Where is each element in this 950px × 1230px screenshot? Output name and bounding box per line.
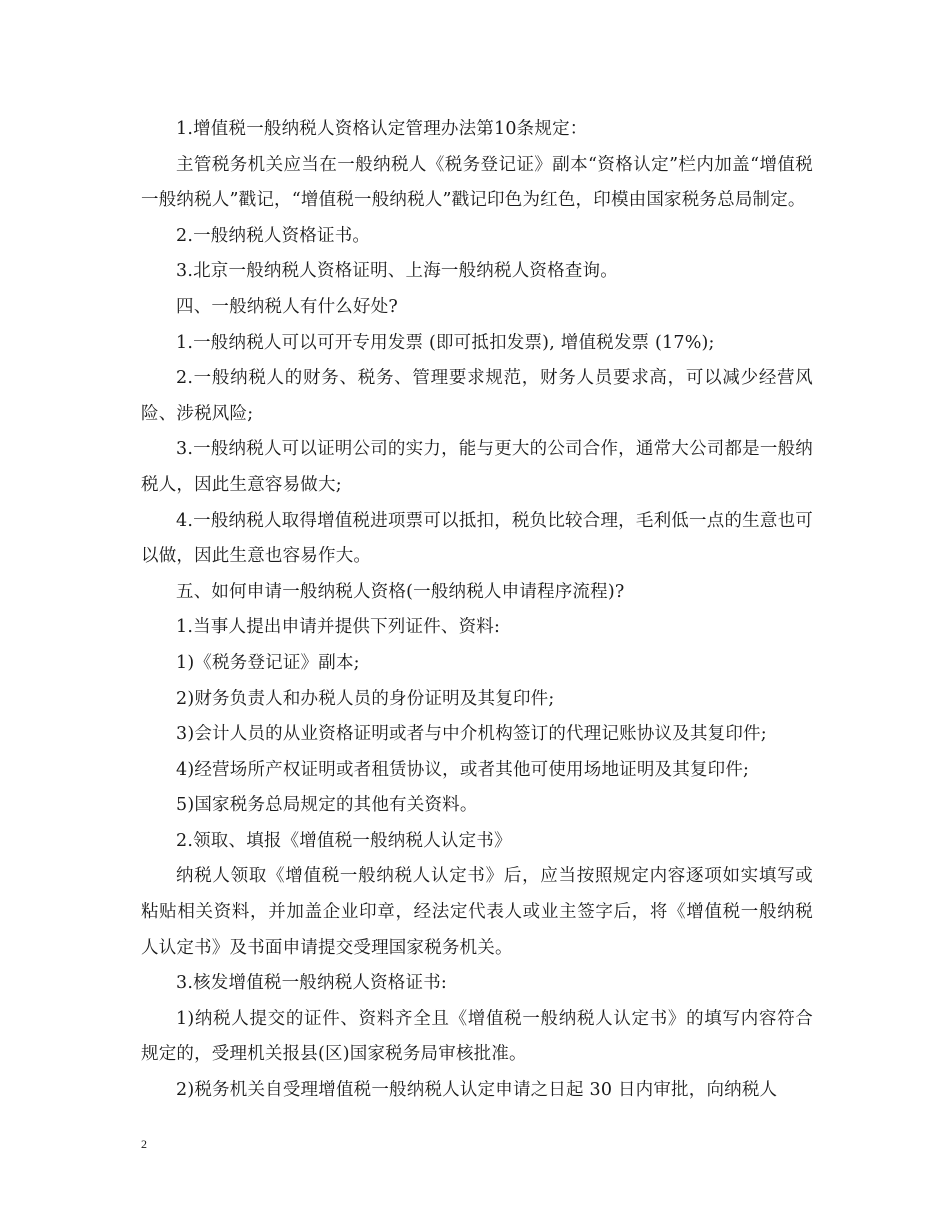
page-number: 2 [141, 1137, 147, 1151]
paragraph: 3.核发增值税一般纳税人资格证书: [176, 973, 447, 994]
paragraph: 1.一般纳税人可以可开专用发票 (即可抵扣发票), 增值税发票 (17%); [176, 332, 715, 353]
list-item: 2)财务负责人和办税人员的身份证明及其复印件; [176, 688, 555, 709]
paragraph: 1.当事人提出申请并提供下列证件、资料: [176, 617, 501, 638]
paragraph: 主管税务机关应当在一般纳税人《税务登记证》副本“资格认定”栏内加盖“增值税一般纳税人”戳记，“增值税一般纳税人”戳记印色为红色，印模由国家税务总局制定。 [141, 154, 813, 211]
section-heading: 四、一般纳税人有什么好处? [176, 296, 398, 317]
list-item: 2)税务机关自受理增值税一般纳税人认定申请之日起 30 日内审批，向纳税人 [176, 1080, 778, 1101]
document-body [141, 112, 813, 1109]
list-item: 4)经营场所产权证明或者租赁协议，或者其他可使用场地证明及其复印件; [176, 759, 750, 780]
list-item: 1)纳税人提交的证件、资料齐全且《增值税一般纳税人认定书》的填写内容符合规定的，受理机关报县(区)国家税务局审核批准。 [141, 1008, 813, 1065]
list-item: 3)会计人员的从业资格证明或者与中介机构签订的代理记账协议及其复印件; [176, 724, 767, 745]
paragraph: 2.一般纳税人的财务、税务、管理要求规范，财务人员要求高，可以减少经营风险、涉税风险; [141, 368, 813, 424]
section-heading: 五、如何申请一般纳税人资格(一般纳税人申请程序流程)? [176, 581, 625, 602]
paragraph: 3.北京一般纳税人资格证明、上海一般纳税人资格查询。 [176, 261, 618, 282]
paragraph: 1.增值税一般纳税人资格认定管理办法第10条规定： [176, 119, 588, 139]
paragraph: 2.一般纳税人资格证书。 [176, 225, 371, 246]
paragraph: 4.一般纳税人取得增值税进项票可以抵扣，税负比较合理，毛利低一点的生意也可以做，因此生意也容易作大。 [141, 510, 813, 567]
paragraph: 3.一般纳税人可以证明公司的实力，能与更大的公司合作，通常大公司都是一般纳税人，因此生意容易做大; [141, 439, 813, 495]
list-item: 1)《税务登记证》副本; [176, 652, 360, 673]
list-item: 5)国家税务总局规定的其他有关资料。 [176, 795, 478, 816]
paragraph: 2.领取、填报《增值税一般纳税人认定书》 [176, 830, 512, 851]
paragraph: 纳税人领取《增值税一般纳税人认定书》后，应当按照规定内容逐项如实填写或粘贴相关资料，并加盖企业印章，经法定代表人或业主签字后，将《增值税一般纳税人认定书》及书面申请提交受理国家税务机关。 [141, 866, 813, 958]
